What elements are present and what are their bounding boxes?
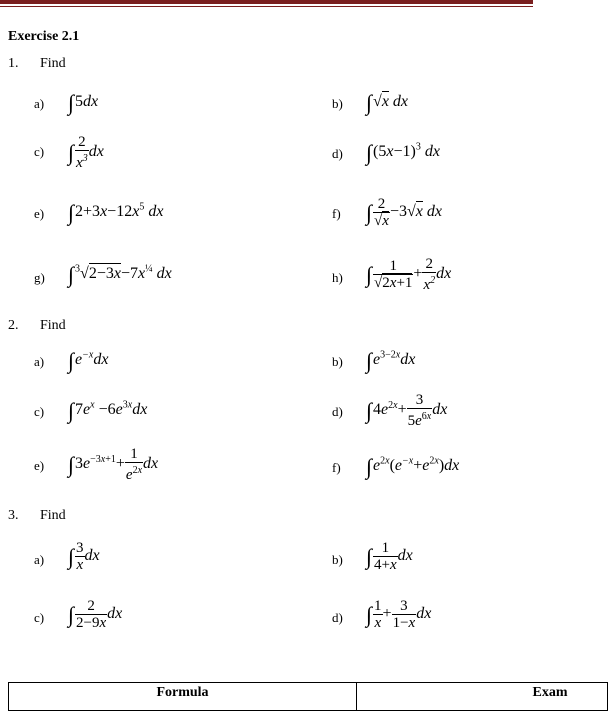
- integral-expression: ∫ $\frac{2}{√x}$ −3√x dx: [366, 196, 442, 229]
- part-label: d): [332, 610, 343, 625]
- integral-expression: $\int 7e^x -6e^{3x}dx$: [68, 398, 148, 423]
- part-label: b): [332, 96, 343, 111]
- integral-expression: $\int 4e^{2x}+$ $\frac{3}{5e^{6x}}$ dx: [366, 392, 448, 429]
- part-label: b): [332, 354, 343, 369]
- integral-expression: ∫ $\frac{1}{x}$ + $\frac{3}{1-x}$ dx: [366, 598, 432, 631]
- example-header: Exam: [357, 683, 608, 711]
- question-number: 1.: [8, 56, 19, 71]
- integral-expression: ∫5dx: [68, 90, 99, 115]
- question-1-heading: [8, 56, 66, 72]
- header-rule-thick: [0, 0, 533, 4]
- exercise-title: Exercise 2.1: [8, 29, 80, 44]
- question-2-heading: [8, 318, 66, 334]
- integral-expression: ∫ $\frac{2}{x^3}$ dx: [68, 134, 104, 171]
- integral-expression: $\int(5x-1)^3$ dx: [366, 140, 440, 165]
- part-label: f): [332, 206, 341, 221]
- part-label: c): [34, 404, 45, 419]
- part-label: c): [34, 610, 45, 625]
- part-label: a): [34, 354, 45, 369]
- question-label: Find: [40, 318, 66, 333]
- integral-expression: $\int e^{2x}(e^{-x}+e^{2x})dx$: [366, 454, 460, 479]
- part-label: e): [34, 206, 45, 221]
- formula-table: [8, 682, 608, 711]
- integral-expression: ∫ $\frac{1}{4+x}$ dx: [366, 540, 413, 573]
- integral-expression: $\int 3e^{-3x+1}+$ $\frac{1}{e^{2x}}$ dx: [68, 446, 159, 483]
- question-number: 2.: [8, 318, 19, 333]
- part-label: d): [332, 404, 343, 419]
- header-rule-thin: [0, 6, 533, 7]
- integral-expression: ∫√x dx: [366, 90, 409, 115]
- part-label: a): [34, 552, 45, 567]
- integral-expression: ∫ $\frac{2}{2-9x}$ dx: [68, 598, 123, 631]
- part-label: a): [34, 96, 45, 111]
- part-label: c): [34, 144, 45, 159]
- part-label: h): [332, 270, 343, 285]
- part-label: d): [332, 146, 343, 161]
- question-label: Find: [40, 56, 66, 71]
- integral-expression: $\int^3√2-3x-7x^{\frac{1}{4}}$ dx: [68, 262, 172, 287]
- question-number: 3.: [8, 508, 19, 523]
- question-label: Find: [40, 508, 66, 523]
- integral-expression: ∫ $\frac{1}{√2x+1}$ + $\frac{2}{x^2}$ dx: [366, 256, 452, 293]
- part-label: g): [34, 270, 45, 285]
- part-label: e): [34, 458, 45, 473]
- integral-expression: $\int 2+3x-12x^5$ dx: [68, 200, 164, 225]
- part-label: b): [332, 552, 343, 567]
- formula-header: Formula: [9, 683, 357, 711]
- integral-expression: $\int e^{3-2x}dx$: [366, 348, 416, 373]
- question-3-heading: [8, 508, 66, 524]
- integral-expression: $\int e^{-x}dx$: [68, 348, 109, 373]
- part-label: f): [332, 460, 341, 475]
- integral-expression: ∫ $\frac{3}{x}$ dx: [68, 540, 100, 573]
